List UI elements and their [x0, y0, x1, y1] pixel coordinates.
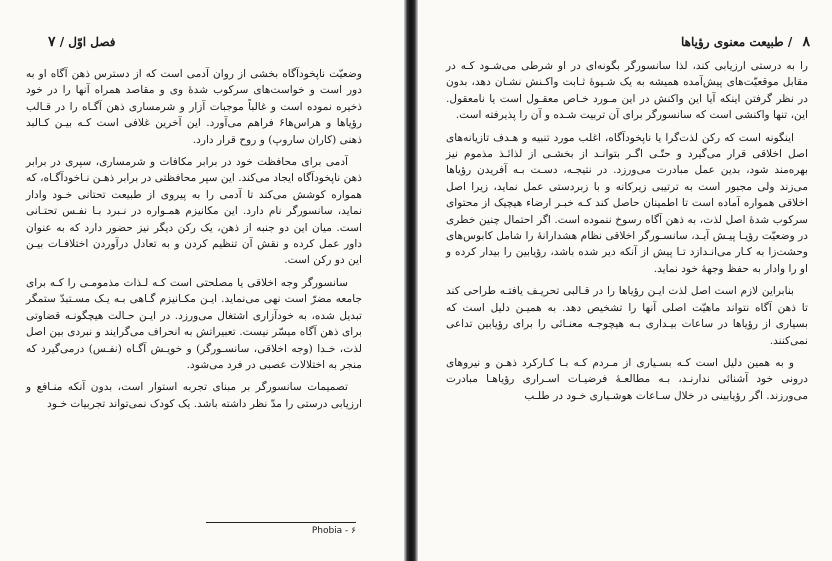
paragraph: آدمی برای محافظت خود در برابر مکافات و شرمساری، سپری در برابر ذهن ناپخودآگاه ایجاد می‌کند. این سپر محافظتی در برابر ذهـن نـاخودآگـاه، که همواره کوشش می‌کند تا آدمی را به پیروی از طبیعت تحتانی خـود وادار نماید، سانسورگر نام دارد. این مکانیزم همـواره در نـبرد بـا نفـس تحتـانی است. میان این دو جنبه از ذهن، یک رکن دیگر نیز حضور دارد که به عنوان داور عمل کرده و نقش آن تنظیم کردن و به تعادل درآوردن اختلافـات بیـن این دو رکن است.	[26, 156, 362, 267]
book-gutter	[404, 0, 418, 561]
left-page-chapter: فصل اوّل /	[59, 35, 116, 49]
paragraph: و به همین دلیل است کـه بسـیاری از مـردم کـه بـا کـارکرد ذهـن و نیروهای درونی خود آشنائی ندارنـد، بـه مطالعـهٔ فرضیـات اسـراری رؤیاهـا مبادرت می‌ورزند. اگر رؤیابینی در خلال سـاعات هوشـیاری خـود در طلـب	[446, 356, 808, 402]
paragraph: سانسورگر وجه اخلاقی یا مصلحتی است کـه لـذات مذمومـی را کـه برای جامعه مضرّ است نهی می‌نماید. ایـن مکـانیزم گـاهی بـه یـک مسـتبدّ ستمگر تبدیل شده، به خودآزاری اشتغال می‌ورزد. در ایـن حـالت هیچگونـه قضاوتی برای ذهن آگاه میسّر نیست. تعبیراتش به انحراف می‌گرایند و نبردی بین اصل لذت، خـدا (وجه اخلاقی، سانسـورگر) و خویـش آگـاه (نفـس) درمی‌گیرد که منجر به اختلالات عصبی در فرد می‌شود.	[26, 276, 362, 371]
footnote: Phobia - ۶	[311, 526, 356, 536]
left-page	[0, 0, 404, 561]
paragraph: را به درستی ارزیابی کند، لذا سانسورگر بگونه‌ای در او شرطی می‌شـود کـه در مقابل موقعیّت‌های پیش‌آمده همیشه به یک شـیوهٔ ثـابت واکـنش نشـان دهد، بدون در نظر گرفتن اینکه آیا این واکنش در این مـورد خـاص معقـول است یا نامعقول. این، تنها واکنشی است که سانسورگر برای آن تربیت شـده و آن را پذیرفته است.	[446, 60, 808, 122]
right-page-body	[446, 58, 808, 404]
right-page-number: ۸	[802, 34, 810, 50]
left-page-body	[26, 66, 362, 412]
paragraph: اینگونه است که رکن لذت‌گرا یا ناپخودآگاه، اغلب مورد تنبیه و هـدف تازیانه‌های اصل اخلاقی قرار می‌گیرد و حتّـی اگـر بتوانـد از بخشـی از لذائـذ مذموم نیز بهره‌مند شود، بدین عمل مبادرت می‌ورزد. در نتیجـه، دسـت بـه آفریدن رؤیاها می‌زند ولی مجبور است به ترتیبی زیرکانه و با زبردستی عمل نماید، زیرا اصل اخلاقی همواره آماده است تا اطمینان حاصل کند کـه خبـر ارضاء هیچیک از محتوای سرکوب شدهٔ اصل لذت، به ذهن آگاه رسوخ ننموده است. اگر احتمال چنین خطری در وضعیّت رؤیـا پیـش آیـد، سانسـورگر اخلاقی نظام هشدارانهٔ را شامل کابوس‌های وحشت‌زا به کـار می‌انـدازد تـا پیش از آنکه دیر شده باشد، رؤیابین را بیدار کرده و او را وادار به حفظ وجههٔ خود نماید.	[446, 131, 808, 275]
footnote-divider	[206, 522, 356, 523]
right-page-header	[681, 34, 810, 50]
paragraph: بنابراین لازم است اصل لذت ایـن رؤیاها را در قـالبی تحریـف یافتـه طراحی کند تا ذهن آگاه نتواند ماهیّت اصلی آنها را تشخیص دهد. به همیـن دلیل است که بسیاری از رؤیاها در ساعات بیـداری بـه هیچوجـه معنـائی را برای رؤیابین تداعی نمی‌کنند.	[446, 285, 808, 347]
paragraph: وضعیّت ناپخودآگاه بخشی از روان آدمی است که از دسترس ذهن آگاه او به دور است و خواست‌های سرکوب شدهٔ وی و مقاصد همراه آنها را در خود ذخیره نموده است و غالباً موجبات آزار و شرمساری ذهن آگـاه را در قـالب رؤیاها و هراس‌ها۶ فراهم می‌آورد. این آخرین غلافی است کـه بیـن کـالبد ذهنی (کاران ساروپ) و روح قرار دارد.	[26, 68, 362, 146]
left-page-header	[42, 34, 116, 50]
paragraph: تصمیمات سانسورگر بر مبنای تجربه استوار است، بدون آنکه منـافع و ارزیابی درستی را مدّ نظر داشته باشد. یک کودک نمی‌تواند تجربیات خـود	[26, 381, 362, 410]
right-page	[418, 0, 832, 561]
left-page-number: ۷	[48, 34, 56, 50]
right-page-chapter: / طبیعت معنوی رؤیاها	[681, 35, 793, 49]
